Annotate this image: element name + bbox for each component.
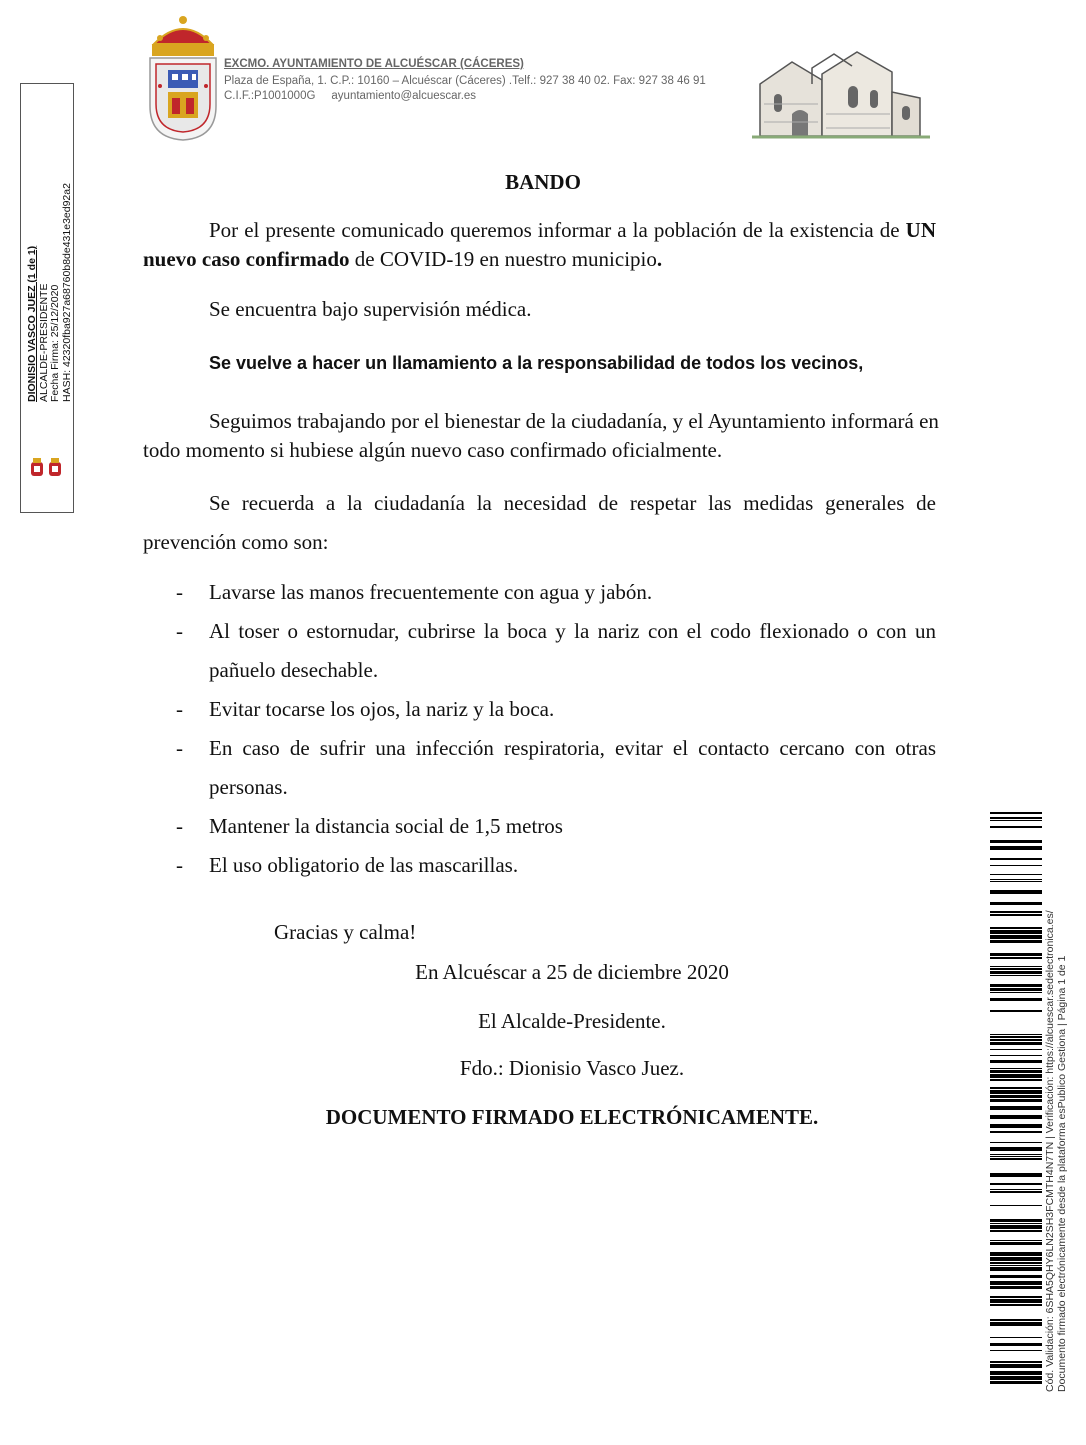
list-bullet: - [176, 853, 183, 877]
list-item: Lavarse las manos frecuentemente con agua y jabón. [209, 580, 653, 604]
verification-text [1044, 852, 1068, 1392]
supervision-paragraph: Se encuentra bajo supervisión médica. [209, 297, 532, 321]
list-bullet: - [176, 814, 183, 838]
stamp-signer: DIONISIO VASCO JUEZ (1 de 1) [26, 245, 38, 402]
stamp-date: Fecha Firma: 25/12/2020 [49, 284, 61, 402]
signature-stamp [20, 83, 74, 513]
list-item: En caso de sufrir una infección respiratoria, evitar el contacto cercano con otras personas. [209, 736, 936, 799]
reminder-paragraph: Se recuerda a la ciudadanía la necesidad de respetar las medidas generales de prevención como son: [143, 491, 936, 554]
intro-period: . [656, 247, 663, 271]
closing-role: El Alcalde-Presidente. [478, 1009, 666, 1033]
header-email: ayuntamiento@alcuescar.es [331, 90, 477, 102]
stamp-seal-icon [29, 456, 65, 478]
intro-text-end: de COVID-19 en nuestro municipio [349, 247, 657, 271]
closing-thanks: Gracias y calma! [274, 920, 417, 944]
stamp-hash: HASH: 42320fba927a68760b8de431e3ed92a2 [60, 183, 73, 402]
appeal-paragraph: Se vuelve a hacer un llamamiento a la responsabilidad de todos los vecinos, [209, 353, 864, 373]
verification-text-column [1040, 812, 1070, 1394]
municipal-crest-logo [146, 14, 220, 142]
list-bullet: - [176, 697, 183, 721]
verification-line-1: Cód. Validación: 6SHA5QHY6LN2SH3FCMTH4N7TN | Verificación: https://alcuescar.sedelectronica.es/ [1044, 910, 1056, 1392]
verification-line-2: Documento firmado electrónicamente desde la plataforma esPublico Gestiona | Página 1 de 1 [1056, 955, 1068, 1392]
intro-text: Por el presente comunicado queremos informar a la población de la existencia de [209, 218, 906, 242]
closing-place-date: En Alcuéscar a 25 de diciembre 2020 [415, 960, 729, 984]
document-title: BANDO [505, 170, 581, 194]
list-item: Mantener la distancia social de 1,5 metros [209, 814, 563, 838]
header-contact [224, 90, 476, 102]
list-item: Evitar tocarse los ojos, la nariz y la boca. [209, 697, 555, 721]
list-bullet: - [176, 619, 183, 643]
header-address: Plaza de España, 1. C.P.: 10160 – Alcuéscar (Cáceres) .Telf.: 927 38 40 02. Fax: 927 38 46 91 [224, 75, 706, 87]
list-bullet: - [176, 736, 183, 760]
church-illustration [752, 44, 930, 142]
header-cif: C.I.F.:P1001000G [224, 90, 316, 102]
validation-barcode [990, 812, 1042, 1394]
closing-signature: Fdo.: Dionisio Vasco Juez. [459, 1056, 685, 1080]
work-paragraph: Seguimos trabajando por el bienestar de la ciudadanía, y el Ayuntamiento informará en todo momento si hubiese algún nuevo caso confirmado oficialmente. [143, 409, 939, 462]
stamp-text-block [27, 102, 73, 402]
intro-bold-text: UN nuevo caso confirmado [143, 218, 936, 271]
header-organization: EXCMO. AYUNTAMIENTO DE ALCUÉSCAR (CÁCERES) [224, 58, 524, 70]
stamp-position: ALCALDE-PRESIDENTE [37, 283, 50, 402]
intro-paragraph [143, 216, 936, 274]
list-item: Al toser o estornudar, cubrirse la boca y la nariz con el codo flexionado o con un pañuelo desechable. [209, 619, 936, 682]
list-item: El uso obligatorio de las mascarillas. [209, 853, 519, 877]
electronic-signature-notice: DOCUMENTO FIRMADO ELECTRÓNICAMENTE. [325, 1105, 819, 1129]
list-bullet: - [176, 580, 183, 604]
